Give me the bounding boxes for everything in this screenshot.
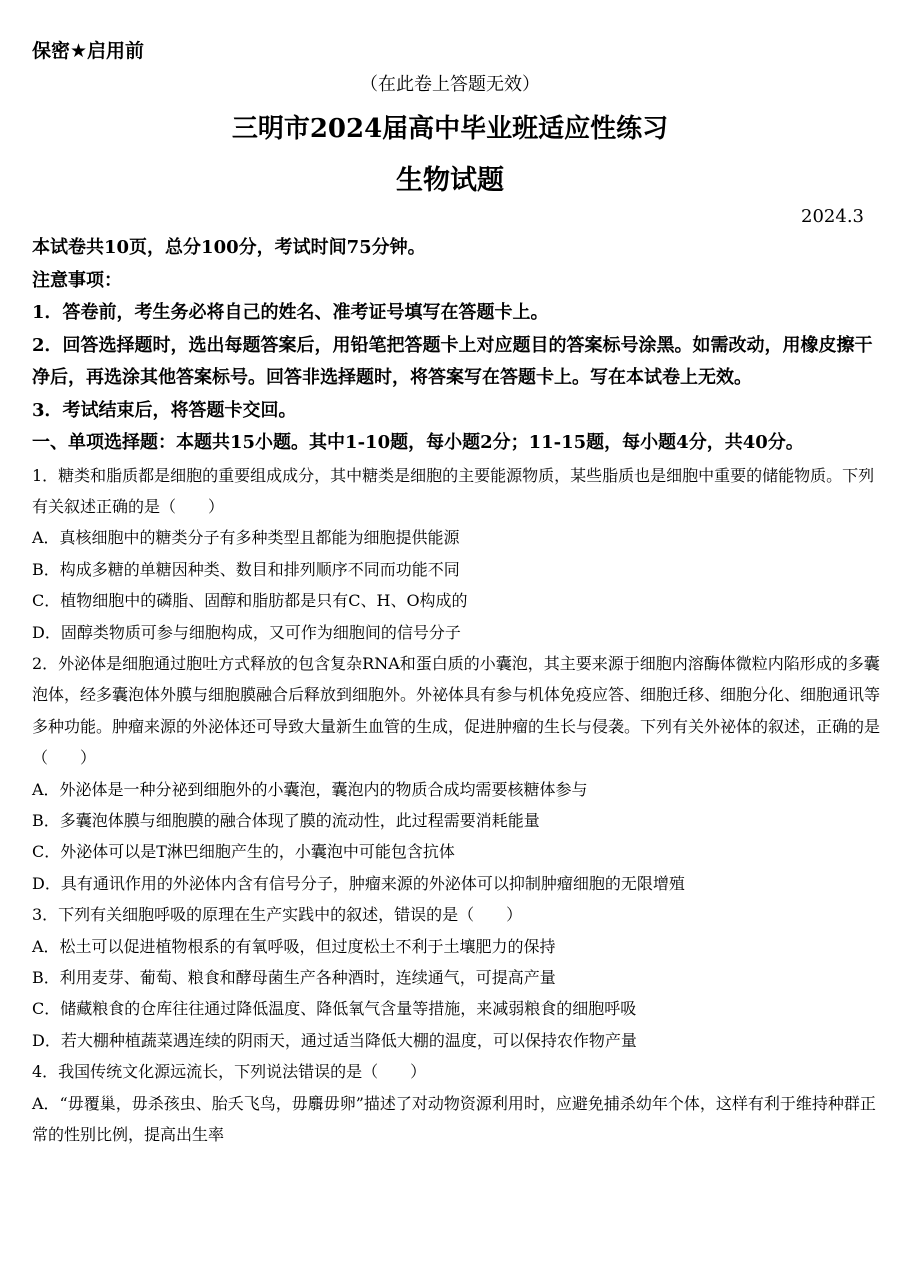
- question-option: C．储藏粮食的仓库往往通过降低温度、降低氧气含量等措施，来减弱粮食的细胞呼吸: [32, 999, 637, 1019]
- question-option: A．外泌体是一种分祕到细胞外的小囊泡，囊泡内的物质合成均需要核糖体参与: [32, 779, 588, 799]
- question-stem: 3．下列有关细胞呼吸的原理在生产实践中的叙述，错误的是（ ）: [32, 905, 523, 925]
- question-option: A．真核细胞中的糖类分子有多种类型且都能为细胞提供能源: [32, 528, 460, 548]
- invalid-answer-note: （在此卷上答题无效）: [360, 74, 540, 95]
- exam-intro: 本试卷共10页，总分100分，考试时间75分钟。: [32, 237, 426, 258]
- exam-date: 2024.3: [801, 206, 864, 227]
- exam-title: 三明市2024届高中毕业班适应性练习: [231, 114, 669, 144]
- question-option: A．“毋覆巢，毋杀孩虫、胎夭飞鸟，毋麛毋卵”描述了对动物资源利用时，应避免捕杀幼年个体，这样有利于维持种群正常的性别比例，提高出生率: [32, 1093, 876, 1145]
- question-stem: 4．我国传统文化源远流长，下列说法错误的是（ ）: [32, 1062, 427, 1082]
- notice-item: 3．考试结束后，将答题卡交回。: [32, 399, 297, 421]
- question-option: D．若大棚种植蔬菜遇连续的阴雨天，通过适当降低大棚的温度，可以保持农作物产量: [32, 1030, 637, 1050]
- question-stem: 1．糖类和脂质都是细胞的重要组成成分，其中糖类是细胞的主要能源物质，某些脂质也是细胞中重要的储能物质。下列有关叙述正确的是（ ）: [32, 465, 875, 516]
- subject-title: 生物试题: [396, 165, 504, 196]
- question-option: C．植物细胞中的磷脂、固醇和脂肪都是只有C、H、O构成的: [32, 591, 468, 611]
- exam-body: [32, 232, 880, 1150]
- question-option: C．外泌体可以是T淋巴细胞产生的，小囊泡中可能包含抗体: [32, 842, 455, 862]
- question-option: B．构成多糖的单糖因种类、数目和排列顺序不同而功能不同: [32, 559, 460, 579]
- confidential-label: 保密★启用前: [32, 40, 145, 62]
- section-title: 一、单项选择题：本题共15小题。其中1-10题，每小题2分；11-15题，每小题4分，共40分。: [32, 432, 804, 453]
- question-stem: 2．外泌体是细胞通过胞吐方式释放的包含复杂RNA和蛋白质的小囊泡，其主要来源于细胞内溶酶体微粒内陷形成的多囊泡体，经多囊泡体外膜与细胞膜融合后释放到细胞外。外祕体具有参与机体免疫应答、细胞迁移、细胞分化、细胞通讯等多种功能。肿瘤来源的外泌体还可导致大量新生血管的生成，促进肿瘤的生长与侵袭。下列有关外祕体的叙述，正确的是（ ）: [32, 653, 881, 768]
- question-option: D．具有通讯作用的外泌体内含有信号分子，肿瘤来源的外泌体可以抑制肿瘤细胞的无限增殖: [32, 873, 685, 893]
- notice-item: 1．答卷前，考生务必将自己的姓名、准考证号填写在答题卡上。: [32, 302, 549, 323]
- question-option: B．多囊泡体膜与细胞膜的融合体现了膜的流动性，此过程需要消耗能量: [32, 810, 540, 830]
- question-option: D．固醇类物质可参与细胞构成，又可作为细胞间的信号分子: [32, 622, 461, 642]
- notice-item: 2．回答选择题时，选出每题答案后，用铅笔把答题卡上对应题目的答案标号涂黑。如需改动，用橡皮擦干净后，再选涂其他答案标号。回答非选择题时，将答案写在答题卡上。写在本试卷上无效。: [32, 334, 873, 388]
- question-option: B．利用麦芽、葡萄、粮食和酵母菌生产各种酒时，连续通气，可提高产量: [32, 968, 556, 987]
- question-option: A．松土可以促进植物根系的有氧呼吸，但过度松土不利于土壤肥力的保持: [32, 936, 556, 956]
- notice-heading: 注意事项：: [32, 269, 122, 291]
